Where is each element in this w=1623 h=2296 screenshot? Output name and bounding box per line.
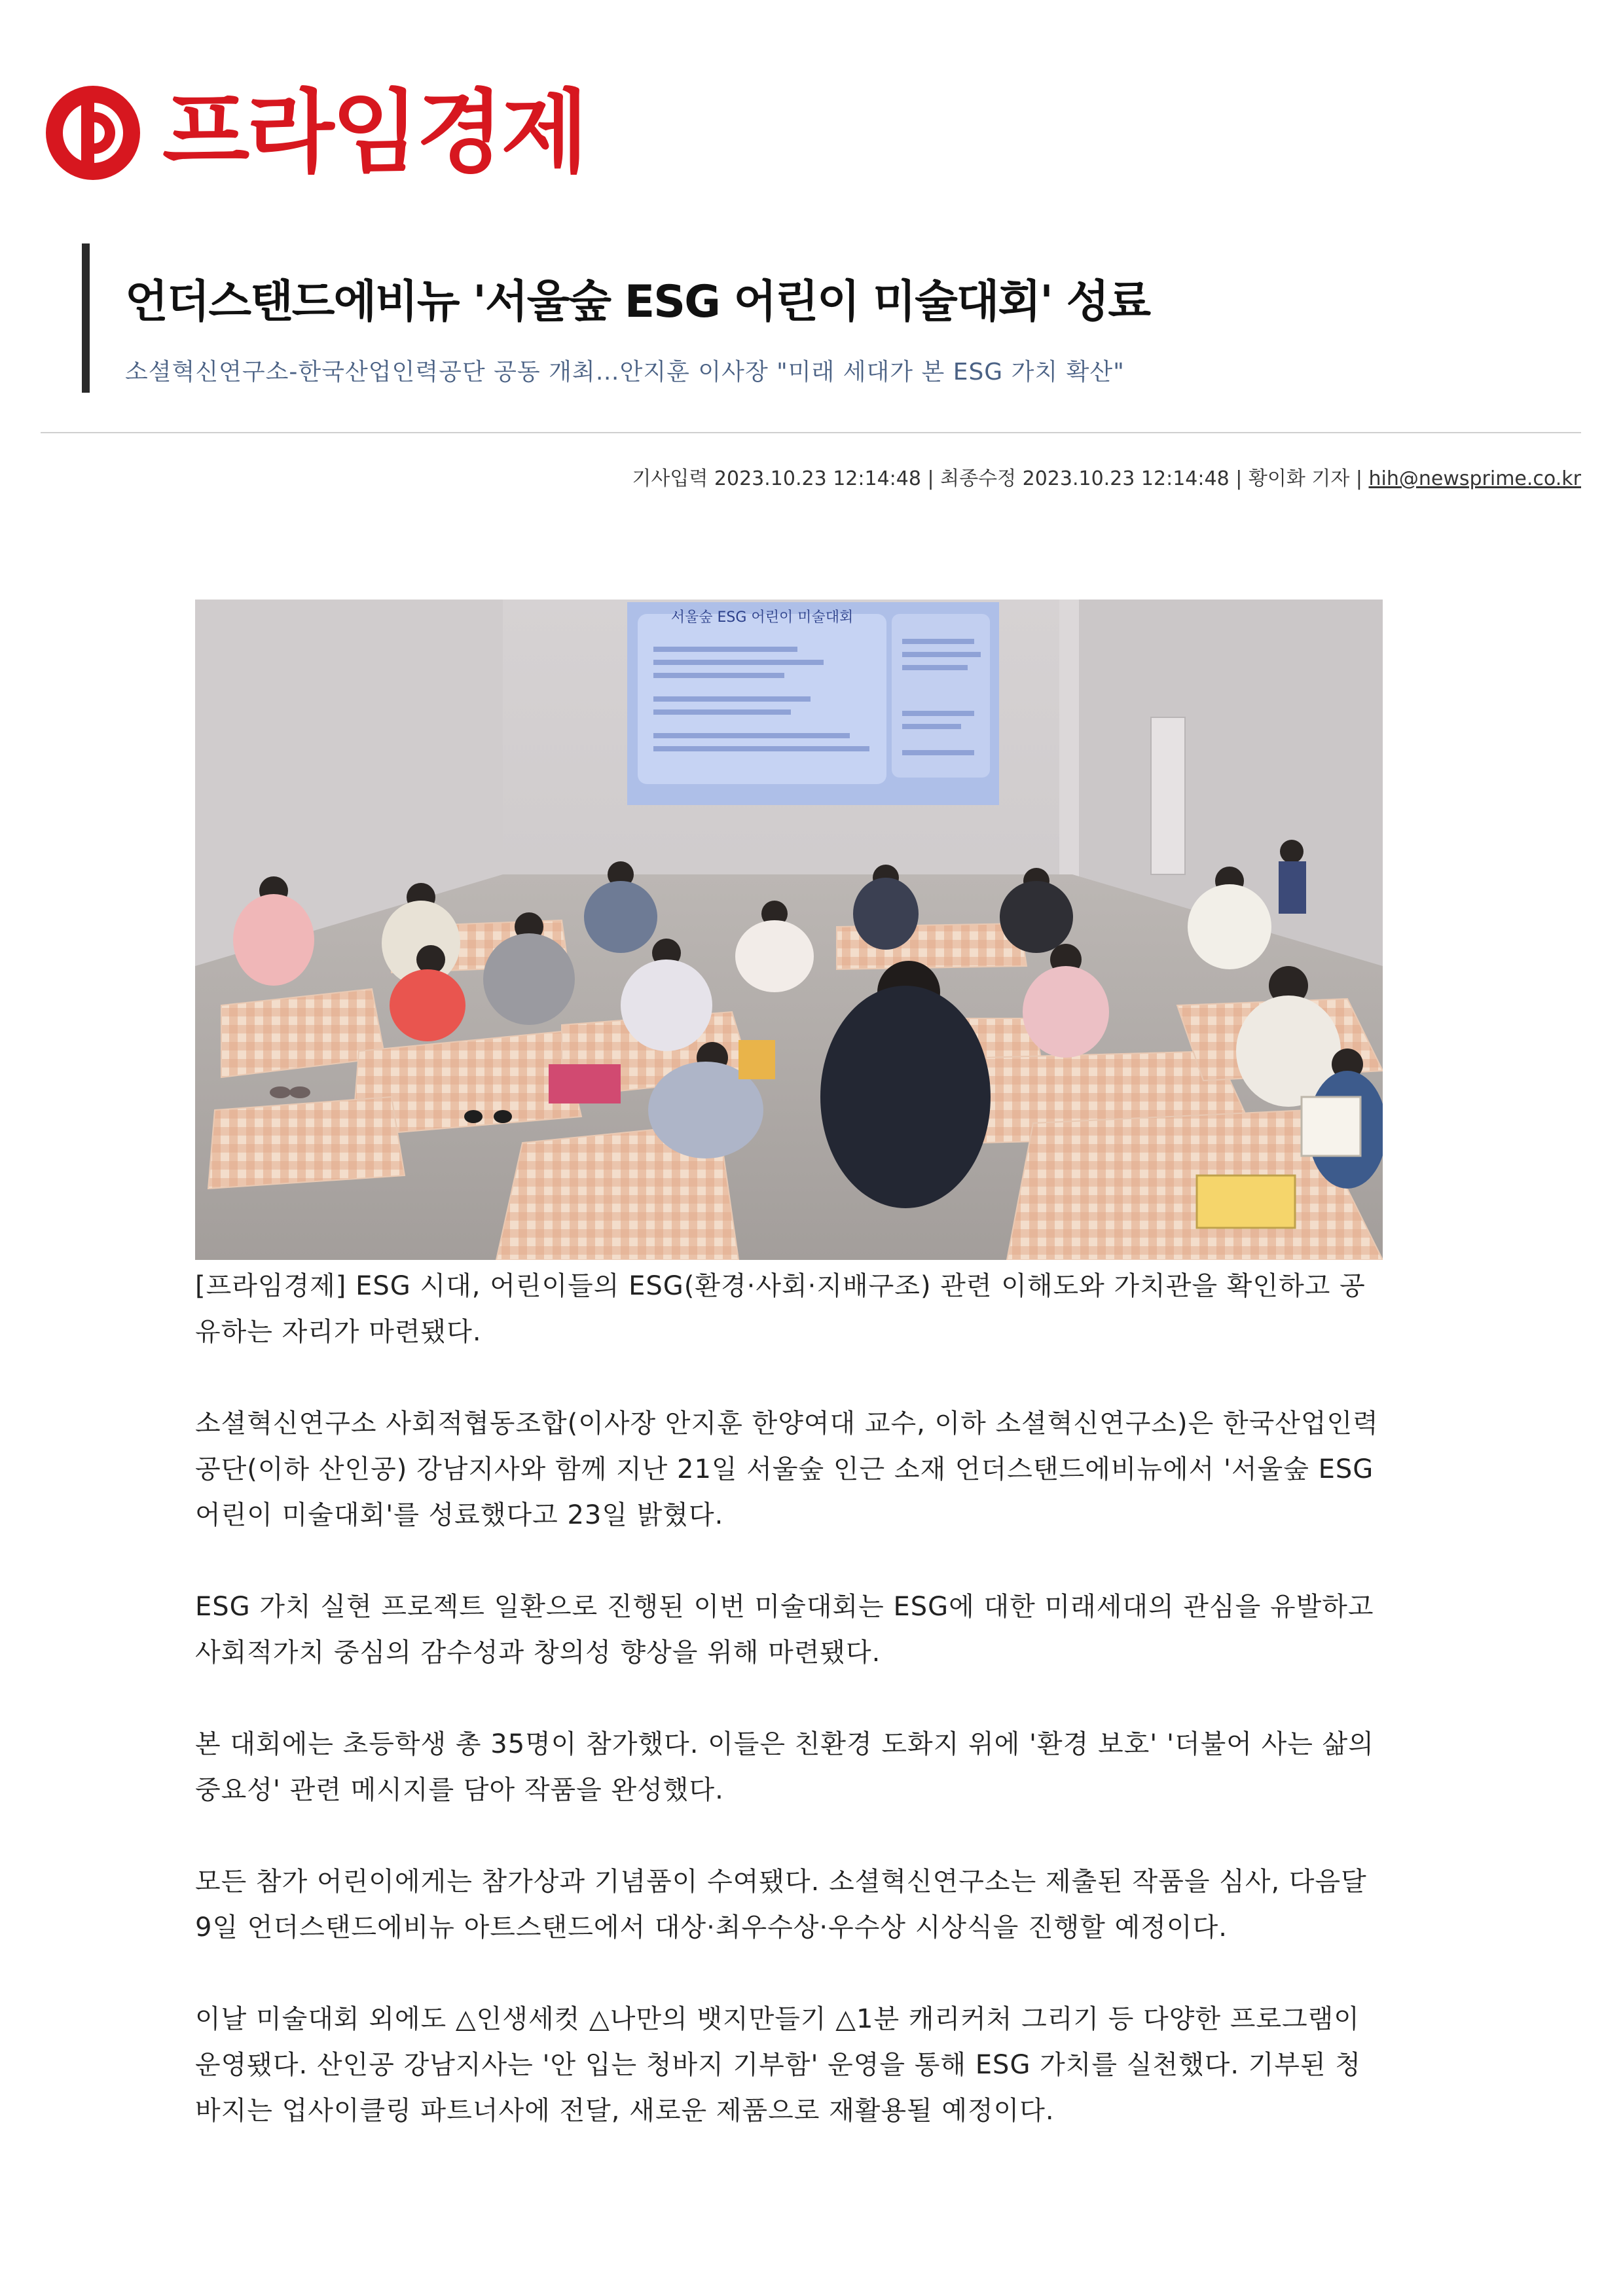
input-time: 2023.10.23 12:14:48 — [714, 467, 921, 490]
article-photo — [195, 600, 1383, 1260]
headline-block — [82, 243, 1623, 393]
brand-name: 프라임경제 — [162, 80, 586, 185]
article-paragraph: 모든 참가 어린이에게는 참가상과 기념품이 수여됐다. 소셜혁신연구소는 제출된 작품을 심사, 다음달 9일 언더스탠드에비뉴 아트스탠드에서 대상·최우수상·우수상 시상식을 진행할 예정이다. — [195, 1867, 1367, 1943]
article-paragraph: [프라임경제] ESG 시대, 어린이들의 ESG(환경·사회·지배구조) 관련 이해도와 가치관을 확인하고 공유하는 자리가 마련됐다. — [195, 1271, 1366, 1347]
article-body — [195, 1263, 1387, 2179]
article-headline: 언더스탠드에비뉴 '서울숲 ESG 어린이 미술대회' 성료 — [125, 276, 1150, 328]
article-paragraph: 본 대회에는 초등학생 총 35명이 참가했다. 이들은 친환경 도화지 위에 '환경 보호' '더불어 사는 삶의 중요성' 관련 메시지를 담아 작품을 완성했다. — [195, 1729, 1374, 1805]
meta-separator: | — [1235, 467, 1243, 490]
reporter-name: 황이화 기자 — [1248, 467, 1350, 490]
article-paragraph: ESG 가치 실현 프로젝트 일환으로 진행된 이번 미술대회는 ESG에 대한 미래세대의 관심을 유발하고 사회적가치 중심의 감수성과 창의성 향상을 위해 마련됐다. — [195, 1592, 1374, 1668]
article-paragraph: 소셜혁신연구소 사회적협동조합(이사장 안지훈 한양여대 교수, 이하 소셜혁신연구소)은 한국산업인력공단(이하 산인공) 강남지사와 함께 지난 21일 서울숲 인근 소재 언더스탠드에비뉴에서 '서울숲 ESG 어린이 미술대회'를 성료했다고 23일 밝혔다. — [195, 1408, 1379, 1530]
modified-time: 2023.10.23 12:14:48 — [1022, 467, 1230, 490]
article-meta — [632, 462, 1581, 491]
reporter-email-link[interactable]: hih@newsprime.co.kr — [1368, 467, 1581, 490]
header-divider — [41, 432, 1581, 433]
modified-label: 최종수정 — [940, 467, 1017, 490]
article-subheadline: 소셜혁신연구소-한국산업인력공단 공동 개최…안지훈 이사장 "미래 세대가 본 ESG 가치 확산" — [125, 359, 1125, 386]
meta-separator: | — [1355, 467, 1362, 490]
screen-title: 서울숲 ESG 어린이 미술대회 — [670, 609, 854, 626]
site-logo[interactable] — [41, 77, 586, 188]
brand-mark-icon — [41, 81, 145, 185]
input-label: 기사입력 — [632, 467, 708, 490]
meta-separator: | — [927, 467, 934, 490]
article-paragraph: 이날 미술대회 외에도 △인생세컷 △나만의 뱃지만들기 △1분 캐리커처 그리기 등 다양한 프로그램이 운영됐다. 산인공 강남지사는 '안 입는 청바지 기부함' 운영을 통해 ESG 가치를 실천했다. 기부된 청바지는 업사이클링 파트너사에 전달, 새로운 제품으로 재활용될 예정이다. — [195, 2004, 1362, 2126]
